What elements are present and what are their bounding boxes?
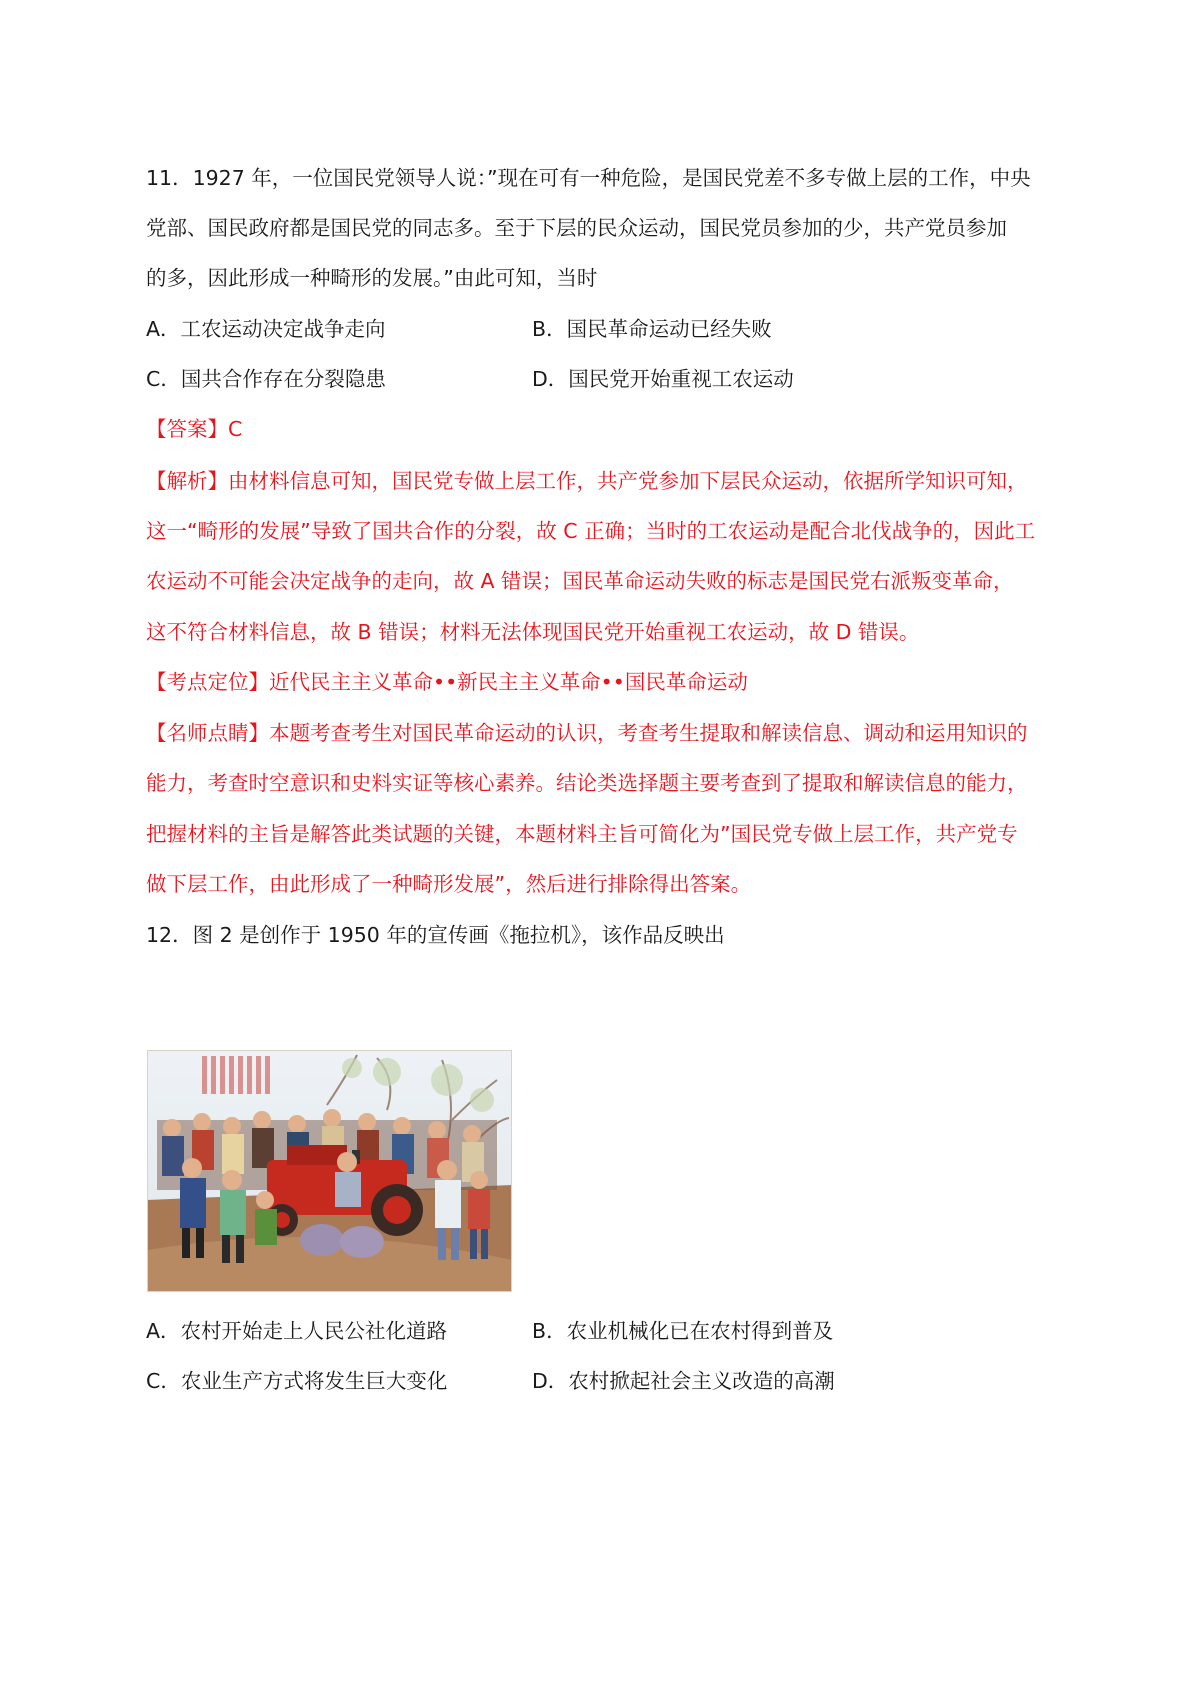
q12-stem: 12．图 2 是创作于 1950 年的宣传画《拖拉机》，该作品反映出: [146, 923, 725, 947]
q12-option-d: D．农村掀起社会主义改造的高潮: [532, 1369, 835, 1393]
q11-analysis-line-1: 【解析】由材料信息可知，国民党专做上层工作，共产党参加下层民众运动，依据所学知识可知，: [146, 469, 1028, 493]
q12-option-c: C．农业生产方式将发生巨大变化: [146, 1369, 448, 1393]
q11-stem-line-3: 的多，因此形成一种畸形的发展。”由此可知，当时: [146, 266, 598, 290]
q11-answer: 【答案】C: [146, 417, 243, 441]
q11-mingshi-line-1: 【名师点睛】本题考查考生对国民革命运动的认识，考查考生提取和解读信息、调动和运用知识的: [146, 721, 1028, 745]
q11-mingshi-line-4: 做下层工作，由此形成了一种畸形发展”，然后进行排除得出答案。: [146, 872, 752, 896]
q11-option-b: B．国民革命运动已经失败: [532, 317, 772, 341]
q12-option-b: B．农业机械化已在农村得到普及: [532, 1319, 834, 1343]
q11-option-a: A．工农运动决定战争走向: [146, 317, 386, 341]
q11-option-c: C．国共合作存在分裂隐患: [146, 367, 386, 391]
tractor-propaganda-painting: [147, 1050, 512, 1292]
q11-mingshi-line-2: 能力，考查时空意识和史料实证等核心素养。结论类选择题主要考查到了提取和解读信息的能力，: [146, 771, 1028, 795]
q11-stem-line-1: 11．1927 年，一位国民党领导人说：”现在可有一种危险，是国民党差不多专做上层的工作，中央: [146, 166, 1031, 190]
q11-mingshi-line-3: 把握材料的主旨是解答此类试题的关键，本题材料主旨可简化为”国民党专做上层工作，共产党专: [146, 822, 1018, 846]
q11-analysis-line-2: 这一“畸形的发展”导致了国共合作的分裂，故 C 正确；当时的工农运动是配合北伐战争的，因此工: [146, 519, 1036, 543]
q11-option-d: D．国民党开始重视工农运动: [532, 367, 794, 391]
q11-stem-line-2: 党部、国民政府都是国民党的同志多。至于下层的民众运动，国民党员参加的少，共产党员参加: [146, 216, 1007, 240]
q12-option-a: A．农村开始走上人民公社化道路: [146, 1319, 448, 1343]
q11-analysis-line-3: 农运动不可能会决定战争的走向，故 A 错误；国民革命运动失败的标志是国民党右派叛变革命，: [146, 569, 1014, 593]
q11-analysis-line-4: 这不符合材料信息，故 B 错误；材料无法体现国民党开始重视工农运动，故 D 错误。: [146, 620, 920, 644]
q11-kaodian: 【考点定位】近代民主主义革命••新民主主义革命••国民革命运动: [146, 670, 748, 694]
